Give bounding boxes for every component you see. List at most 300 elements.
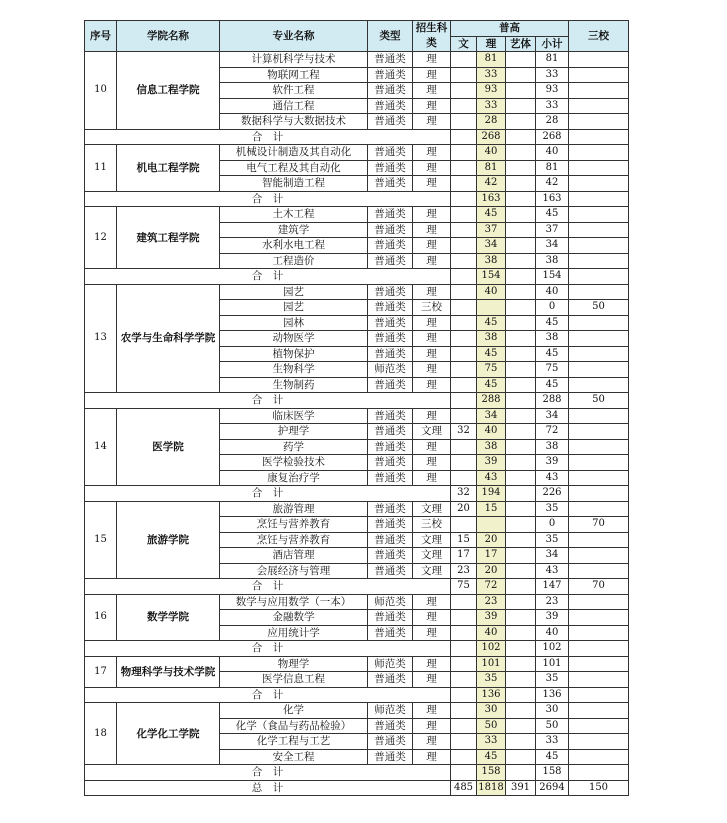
yiti-count — [506, 532, 536, 548]
wen-count: 17 — [451, 548, 477, 564]
yiti-count — [506, 563, 536, 579]
enroll-category: 理 — [413, 98, 451, 114]
group-number: 13 — [85, 284, 117, 393]
wen-count — [451, 610, 477, 626]
subtotal-count: 33 — [536, 67, 569, 83]
major-name: 医学信息工程 — [220, 672, 368, 688]
subtotal-count: 30 — [536, 703, 569, 719]
subtotal-count: 93 — [536, 83, 569, 99]
table-row — [85, 703, 629, 719]
sanxiao-count — [569, 532, 629, 548]
grand-total-wen: 485 — [451, 780, 477, 796]
total-subtotal: 268 — [536, 129, 569, 145]
yiti-count — [506, 594, 536, 610]
table-row — [85, 52, 629, 68]
table-body — [85, 52, 629, 796]
major-name: 机械设计制造及其自动化 — [220, 145, 368, 161]
subtotal-count: 45 — [536, 207, 569, 223]
yiti-count — [506, 734, 536, 750]
yiti-count — [506, 470, 536, 486]
group-total-row — [85, 393, 629, 409]
major-name: 数学与应用数学（一本） — [220, 594, 368, 610]
yiti-count — [506, 222, 536, 238]
total-wen — [451, 765, 477, 781]
wen-count — [451, 362, 477, 378]
subtotal-count: 28 — [536, 114, 569, 130]
total-yiti — [506, 687, 536, 703]
enroll-category: 理 — [413, 594, 451, 610]
group-number: 12 — [85, 207, 117, 269]
major-name: 园林 — [220, 315, 368, 331]
wen-count — [451, 98, 477, 114]
major-type: 普通类 — [368, 718, 413, 734]
enroll-category: 理 — [413, 346, 451, 362]
subtotal-count: 43 — [536, 470, 569, 486]
header-putong: 普高 — [451, 21, 569, 37]
enroll-category: 理 — [413, 52, 451, 68]
major-name: 智能制造工程 — [220, 176, 368, 192]
header-college: 学院名称 — [117, 21, 220, 52]
subtotal-count: 101 — [536, 656, 569, 672]
wen-count — [451, 346, 477, 362]
li-count: 50 — [477, 718, 506, 734]
total-wen — [451, 269, 477, 285]
total-sanxiao — [569, 641, 629, 657]
major-name: 动物医学 — [220, 331, 368, 347]
header-type: 类型 — [368, 21, 413, 52]
sanxiao-count — [569, 253, 629, 269]
wen-count — [451, 377, 477, 393]
li-count: 81 — [477, 52, 506, 68]
major-name: 土木工程 — [220, 207, 368, 223]
sanxiao-count — [569, 594, 629, 610]
grand-total-label: 总 计 — [85, 780, 451, 796]
total-sanxiao — [569, 486, 629, 502]
yiti-count — [506, 98, 536, 114]
enrollment-table — [84, 20, 629, 796]
sanxiao-count — [569, 176, 629, 192]
major-name: 软件工程 — [220, 83, 368, 99]
wen-count — [451, 222, 477, 238]
sanxiao-count — [569, 145, 629, 161]
enroll-category: 理 — [413, 703, 451, 719]
sanxiao-count — [569, 238, 629, 254]
college-name: 机电工程学院 — [117, 145, 220, 192]
subtotal-count: 34 — [536, 548, 569, 564]
major-type: 普通类 — [368, 548, 413, 564]
major-type: 普通类 — [368, 625, 413, 641]
sanxiao-count — [569, 672, 629, 688]
subtotal-count: 40 — [536, 145, 569, 161]
subtotal-count: 40 — [536, 284, 569, 300]
major-name: 护理学 — [220, 424, 368, 440]
group-total-label: 合 计 — [85, 269, 451, 285]
group-total-row — [85, 191, 629, 207]
li-count — [477, 300, 506, 316]
sanxiao-count — [569, 377, 629, 393]
li-count: 33 — [477, 734, 506, 750]
enroll-category: 理 — [413, 222, 451, 238]
li-count: 38 — [477, 331, 506, 347]
wen-count — [451, 470, 477, 486]
major-name: 烹饪与营养教育 — [220, 517, 368, 533]
yiti-count — [506, 145, 536, 161]
college-name: 信息工程学院 — [117, 52, 220, 130]
wen-count: 20 — [451, 501, 477, 517]
sanxiao-count — [569, 625, 629, 641]
wen-count — [451, 238, 477, 254]
enroll-category: 理 — [413, 470, 451, 486]
major-type: 普通类 — [368, 455, 413, 471]
total-subtotal: 102 — [536, 641, 569, 657]
yiti-count — [506, 83, 536, 99]
total-wen — [451, 687, 477, 703]
subtotal-count: 72 — [536, 424, 569, 440]
sanxiao-count — [569, 207, 629, 223]
major-name: 安全工程 — [220, 749, 368, 765]
grand-total-yiti: 391 — [506, 780, 536, 796]
major-type: 普通类 — [368, 424, 413, 440]
yiti-count — [506, 656, 536, 672]
group-total-row — [85, 486, 629, 502]
major-name: 通信工程 — [220, 98, 368, 114]
total-li: 268 — [477, 129, 506, 145]
enroll-category: 理 — [413, 734, 451, 750]
total-sanxiao — [569, 269, 629, 285]
major-type: 师范类 — [368, 703, 413, 719]
sanxiao-count — [569, 610, 629, 626]
subtotal-count: 81 — [536, 160, 569, 176]
group-number: 16 — [85, 594, 117, 641]
major-type: 普通类 — [368, 532, 413, 548]
li-count: 34 — [477, 238, 506, 254]
group-total-label: 合 计 — [85, 486, 451, 502]
yiti-count — [506, 625, 536, 641]
sanxiao-count — [569, 563, 629, 579]
grand-total-sanxiao: 150 — [569, 780, 629, 796]
major-type: 师范类 — [368, 594, 413, 610]
group-number: 18 — [85, 703, 117, 765]
yiti-count — [506, 176, 536, 192]
enroll-category: 理 — [413, 455, 451, 471]
sanxiao-count — [569, 501, 629, 517]
wen-count — [451, 331, 477, 347]
group-total-label: 合 计 — [85, 579, 451, 595]
li-count: 93 — [477, 83, 506, 99]
major-type: 普通类 — [368, 238, 413, 254]
major-name: 物理学 — [220, 656, 368, 672]
total-li: 194 — [477, 486, 506, 502]
college-name: 化学化工学院 — [117, 703, 220, 765]
li-count: 75 — [477, 362, 506, 378]
wen-count — [451, 749, 477, 765]
wen-count: 23 — [451, 563, 477, 579]
major-name: 植物保护 — [220, 346, 368, 362]
yiti-count — [506, 67, 536, 83]
table-row — [85, 408, 629, 424]
enroll-category: 理 — [413, 625, 451, 641]
li-count: 45 — [477, 346, 506, 362]
table-row — [85, 284, 629, 300]
header-major: 专业名称 — [220, 21, 368, 52]
college-name: 物理科学与技术学院 — [117, 656, 220, 687]
wen-count — [451, 594, 477, 610]
major-type: 普通类 — [368, 470, 413, 486]
total-wen — [451, 641, 477, 657]
major-type: 普通类 — [368, 114, 413, 130]
total-subtotal: 158 — [536, 765, 569, 781]
total-wen: 75 — [451, 579, 477, 595]
subtotal-count: 45 — [536, 315, 569, 331]
total-subtotal: 163 — [536, 191, 569, 207]
li-count: 40 — [477, 284, 506, 300]
wen-count — [451, 83, 477, 99]
major-name: 工程造价 — [220, 253, 368, 269]
header-category: 招生科类 — [413, 21, 451, 52]
wen-count — [451, 176, 477, 192]
wen-count — [451, 408, 477, 424]
yiti-count — [506, 718, 536, 734]
sanxiao-count — [569, 749, 629, 765]
yiti-count — [506, 501, 536, 517]
college-name: 建筑工程学院 — [117, 207, 220, 269]
subtotal-count: 45 — [536, 749, 569, 765]
wen-count — [451, 67, 477, 83]
sanxiao-count — [569, 222, 629, 238]
wen-count — [451, 718, 477, 734]
li-count: 20 — [477, 532, 506, 548]
sanxiao-count — [569, 160, 629, 176]
sanxiao-count — [569, 67, 629, 83]
li-count: 28 — [477, 114, 506, 130]
major-name: 水利水电工程 — [220, 238, 368, 254]
sanxiao-count — [569, 284, 629, 300]
major-type: 普通类 — [368, 749, 413, 765]
li-count: 39 — [477, 455, 506, 471]
enroll-category: 文理 — [413, 424, 451, 440]
group-total-row — [85, 641, 629, 657]
enroll-category: 理 — [413, 610, 451, 626]
major-name: 化学工程与工艺 — [220, 734, 368, 750]
group-total-label: 合 计 — [85, 641, 451, 657]
sanxiao-count: 70 — [569, 517, 629, 533]
total-li: 102 — [477, 641, 506, 657]
enroll-category: 三校 — [413, 300, 451, 316]
yiti-count — [506, 160, 536, 176]
major-name: 康复治疗学 — [220, 470, 368, 486]
header-li: 理 — [477, 36, 506, 52]
total-yiti — [506, 765, 536, 781]
subtotal-count: 35 — [536, 672, 569, 688]
sanxiao-count — [569, 346, 629, 362]
enroll-category: 文理 — [413, 548, 451, 564]
sanxiao-count — [569, 548, 629, 564]
total-sanxiao: 70 — [569, 579, 629, 595]
yiti-count — [506, 424, 536, 440]
enroll-category: 理 — [413, 160, 451, 176]
li-count: 45 — [477, 207, 506, 223]
group-total-label: 合 计 — [85, 765, 451, 781]
yiti-count — [506, 52, 536, 68]
yiti-count — [506, 315, 536, 331]
major-name: 旅游管理 — [220, 501, 368, 517]
total-subtotal: 154 — [536, 269, 569, 285]
major-type: 普通类 — [368, 331, 413, 347]
yiti-count — [506, 672, 536, 688]
yiti-count — [506, 439, 536, 455]
group-number: 11 — [85, 145, 117, 192]
wen-count — [451, 625, 477, 641]
li-count: 23 — [477, 594, 506, 610]
wen-count — [451, 52, 477, 68]
major-name: 数据科学与大数据技术 — [220, 114, 368, 130]
yiti-count — [506, 455, 536, 471]
group-total-row — [85, 269, 629, 285]
li-count: 39 — [477, 610, 506, 626]
group-number: 17 — [85, 656, 117, 687]
header-no: 序号 — [85, 21, 117, 52]
wen-count — [451, 703, 477, 719]
wen-count — [451, 672, 477, 688]
yiti-count — [506, 703, 536, 719]
header-sanxiao: 三校 — [569, 21, 629, 52]
group-total-label: 合 计 — [85, 191, 451, 207]
college-name: 数学学院 — [117, 594, 220, 641]
wen-count — [451, 734, 477, 750]
total-yiti — [506, 269, 536, 285]
enroll-category: 理 — [413, 439, 451, 455]
total-li: 72 — [477, 579, 506, 595]
table-row — [85, 207, 629, 223]
li-count: 20 — [477, 563, 506, 579]
wen-count — [451, 517, 477, 533]
subtotal-count: 38 — [536, 439, 569, 455]
sanxiao-count — [569, 315, 629, 331]
enroll-category: 文理 — [413, 501, 451, 517]
li-count: 15 — [477, 501, 506, 517]
total-sanxiao — [569, 191, 629, 207]
header-wen: 文 — [451, 36, 477, 52]
group-total-row — [85, 129, 629, 145]
college-name: 旅游学院 — [117, 501, 220, 579]
li-count: 17 — [477, 548, 506, 564]
yiti-count — [506, 300, 536, 316]
yiti-count — [506, 548, 536, 564]
major-type: 普通类 — [368, 346, 413, 362]
yiti-count — [506, 362, 536, 378]
total-yiti — [506, 129, 536, 145]
subtotal-count: 39 — [536, 610, 569, 626]
li-count: 33 — [477, 67, 506, 83]
total-yiti — [506, 579, 536, 595]
major-type: 普通类 — [368, 672, 413, 688]
group-total-row — [85, 687, 629, 703]
subtotal-count: 38 — [536, 331, 569, 347]
major-type: 师范类 — [368, 362, 413, 378]
major-type: 普通类 — [368, 300, 413, 316]
li-count — [477, 517, 506, 533]
major-name: 化学（食品与药品检验） — [220, 718, 368, 734]
wen-count — [451, 253, 477, 269]
subtotal-count: 33 — [536, 98, 569, 114]
college-name: 医学院 — [117, 408, 220, 486]
major-type: 普通类 — [368, 284, 413, 300]
enroll-category: 理 — [413, 315, 451, 331]
major-type: 普通类 — [368, 83, 413, 99]
yiti-count — [506, 253, 536, 269]
enroll-category: 理 — [413, 672, 451, 688]
major-name: 医学检验技术 — [220, 455, 368, 471]
major-type: 普通类 — [368, 145, 413, 161]
li-count: 43 — [477, 470, 506, 486]
sanxiao-count — [569, 98, 629, 114]
group-total-label: 合 计 — [85, 129, 451, 145]
total-li: 163 — [477, 191, 506, 207]
group-number: 15 — [85, 501, 117, 579]
enroll-category: 理 — [413, 362, 451, 378]
major-type: 师范类 — [368, 656, 413, 672]
li-count: 37 — [477, 222, 506, 238]
total-wen — [451, 129, 477, 145]
wen-count — [451, 455, 477, 471]
major-name: 药学 — [220, 439, 368, 455]
total-li: 288 — [477, 393, 506, 409]
subtotal-count: 45 — [536, 346, 569, 362]
enroll-category: 三校 — [413, 517, 451, 533]
enroll-category: 理 — [413, 238, 451, 254]
yiti-count — [506, 114, 536, 130]
yiti-count — [506, 346, 536, 362]
li-count: 45 — [477, 315, 506, 331]
li-count: 34 — [477, 408, 506, 424]
major-type: 普通类 — [368, 610, 413, 626]
li-count: 45 — [477, 377, 506, 393]
enroll-category: 理 — [413, 145, 451, 161]
wen-count — [451, 207, 477, 223]
wen-count — [451, 656, 477, 672]
li-count: 38 — [477, 253, 506, 269]
major-type: 普通类 — [368, 439, 413, 455]
total-yiti — [506, 641, 536, 657]
table-row — [85, 145, 629, 161]
yiti-count — [506, 610, 536, 626]
subtotal-count: 37 — [536, 222, 569, 238]
subtotal-count: 39 — [536, 455, 569, 471]
total-sanxiao — [569, 129, 629, 145]
yiti-count — [506, 377, 536, 393]
subtotal-count: 33 — [536, 734, 569, 750]
enroll-category: 理 — [413, 377, 451, 393]
total-li: 158 — [477, 765, 506, 781]
major-type: 普通类 — [368, 52, 413, 68]
subtotal-count: 0 — [536, 300, 569, 316]
major-type: 普通类 — [368, 253, 413, 269]
wen-count — [451, 284, 477, 300]
total-yiti — [506, 191, 536, 207]
major-name: 电气工程及其自动化 — [220, 160, 368, 176]
yiti-count — [506, 408, 536, 424]
sanxiao-count — [569, 455, 629, 471]
table-header — [85, 21, 629, 52]
subtotal-count: 75 — [536, 362, 569, 378]
li-count: 40 — [477, 625, 506, 641]
major-name: 生物制药 — [220, 377, 368, 393]
subtotal-count: 0 — [536, 517, 569, 533]
sanxiao-count — [569, 718, 629, 734]
li-count: 101 — [477, 656, 506, 672]
enroll-category: 理 — [413, 67, 451, 83]
sanxiao-count — [569, 408, 629, 424]
